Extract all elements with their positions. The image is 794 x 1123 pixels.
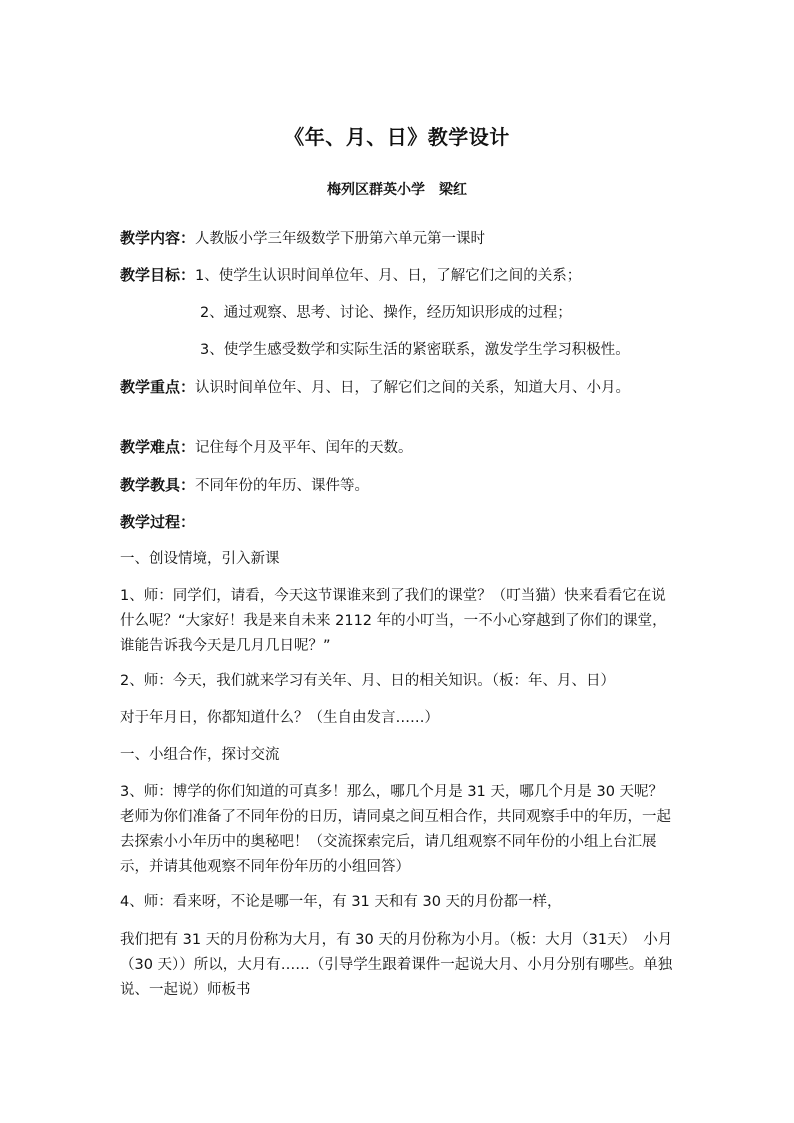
- focus-section: [120, 375, 676, 401]
- process-paragraph: 我们把有 31 天的月份称为大月，有 30 天的月份称为小月。（板：大月（31天） 小月（30 天））所以，大月有……（引导学生跟着课件一起说大月、小月分别有哪些。单独说、一起说）师板书: [120, 932, 673, 998]
- tools-text: 不同年份的年历、课件等。: [195, 478, 370, 494]
- focus-label: 教学重点：: [120, 378, 196, 396]
- content-text: 人教版小学三年级数学下册第六单元第一课时: [195, 231, 486, 247]
- goal-item-3: 3、使学生感受数学和实际生活的紧密联系，激发学生学习积极性。: [200, 342, 630, 358]
- tools-label: 教学教具：: [120, 476, 196, 494]
- document-title: 《年、月、日》教学设计: [284, 125, 510, 149]
- goal-item-1: 1、使学生认识时间单位年、月、日，了解它们之间的关系；: [195, 268, 582, 284]
- content-section: [120, 226, 676, 252]
- process-paragraph: 4、师：看来呀，不论是哪一年，有 31 天和有 30 天的月份都一样，: [120, 894, 562, 910]
- goal-item-2: 2、通过观察、思考、讨论、操作，经历知识形成的过程；: [200, 305, 572, 321]
- goals-label: 教学目标：: [120, 266, 196, 284]
- process-section: [120, 510, 676, 536]
- goals-section: [120, 263, 676, 289]
- process-paragraph: 一、小组合作，探讨交流: [120, 747, 280, 763]
- author-line: 梅列区群英小学 梁红: [327, 182, 467, 198]
- tools-section: [120, 473, 676, 499]
- process-paragraph: 3、师：博学的你们知道的可真多！那么，哪几个月是 31 天，哪几个月是 30 天呢？老师为你们准备了不同年份的日历，请同桌之间互相合作，共同观察手中的年历，一起去探索小小年历中的奥秘吧！（交流探索完后，请几组观察不同年份的小组上台汇展示，并请其他观察不同年份年历的小组回答）: [120, 784, 671, 875]
- difficulty-text: 记住每个月及平年、闰年的天数。: [195, 440, 413, 456]
- process-paragraph: 2、师：今天，我们就来学习有关年、月、日的相关知识。（板：年、月、日）: [120, 673, 615, 689]
- difficulty-label: 教学难点：: [120, 438, 196, 456]
- process-paragraph: 对于年月日，你都知道什么？（生自由发言……）: [120, 710, 439, 726]
- content-label: 教学内容：: [120, 229, 196, 247]
- process-paragraph: 一、创设情境，引入新课: [120, 551, 280, 567]
- difficulty-section: [120, 435, 676, 461]
- process-label: 教学过程：: [120, 513, 196, 531]
- focus-text: 认识时间单位年、月、日，了解它们之间的关系，知道大月、小月。: [195, 380, 631, 396]
- process-paragraph: 1、师：同学们，请看，今天这节课谁来到了我们的课堂？（叮当猫）快来看看它在说什么呢？“大家好！我是来自未来 2112 年的小叮当，一不小心穿越到了你们的课堂，谁能告诉我今天是几月几日呢？”: [120, 588, 667, 654]
